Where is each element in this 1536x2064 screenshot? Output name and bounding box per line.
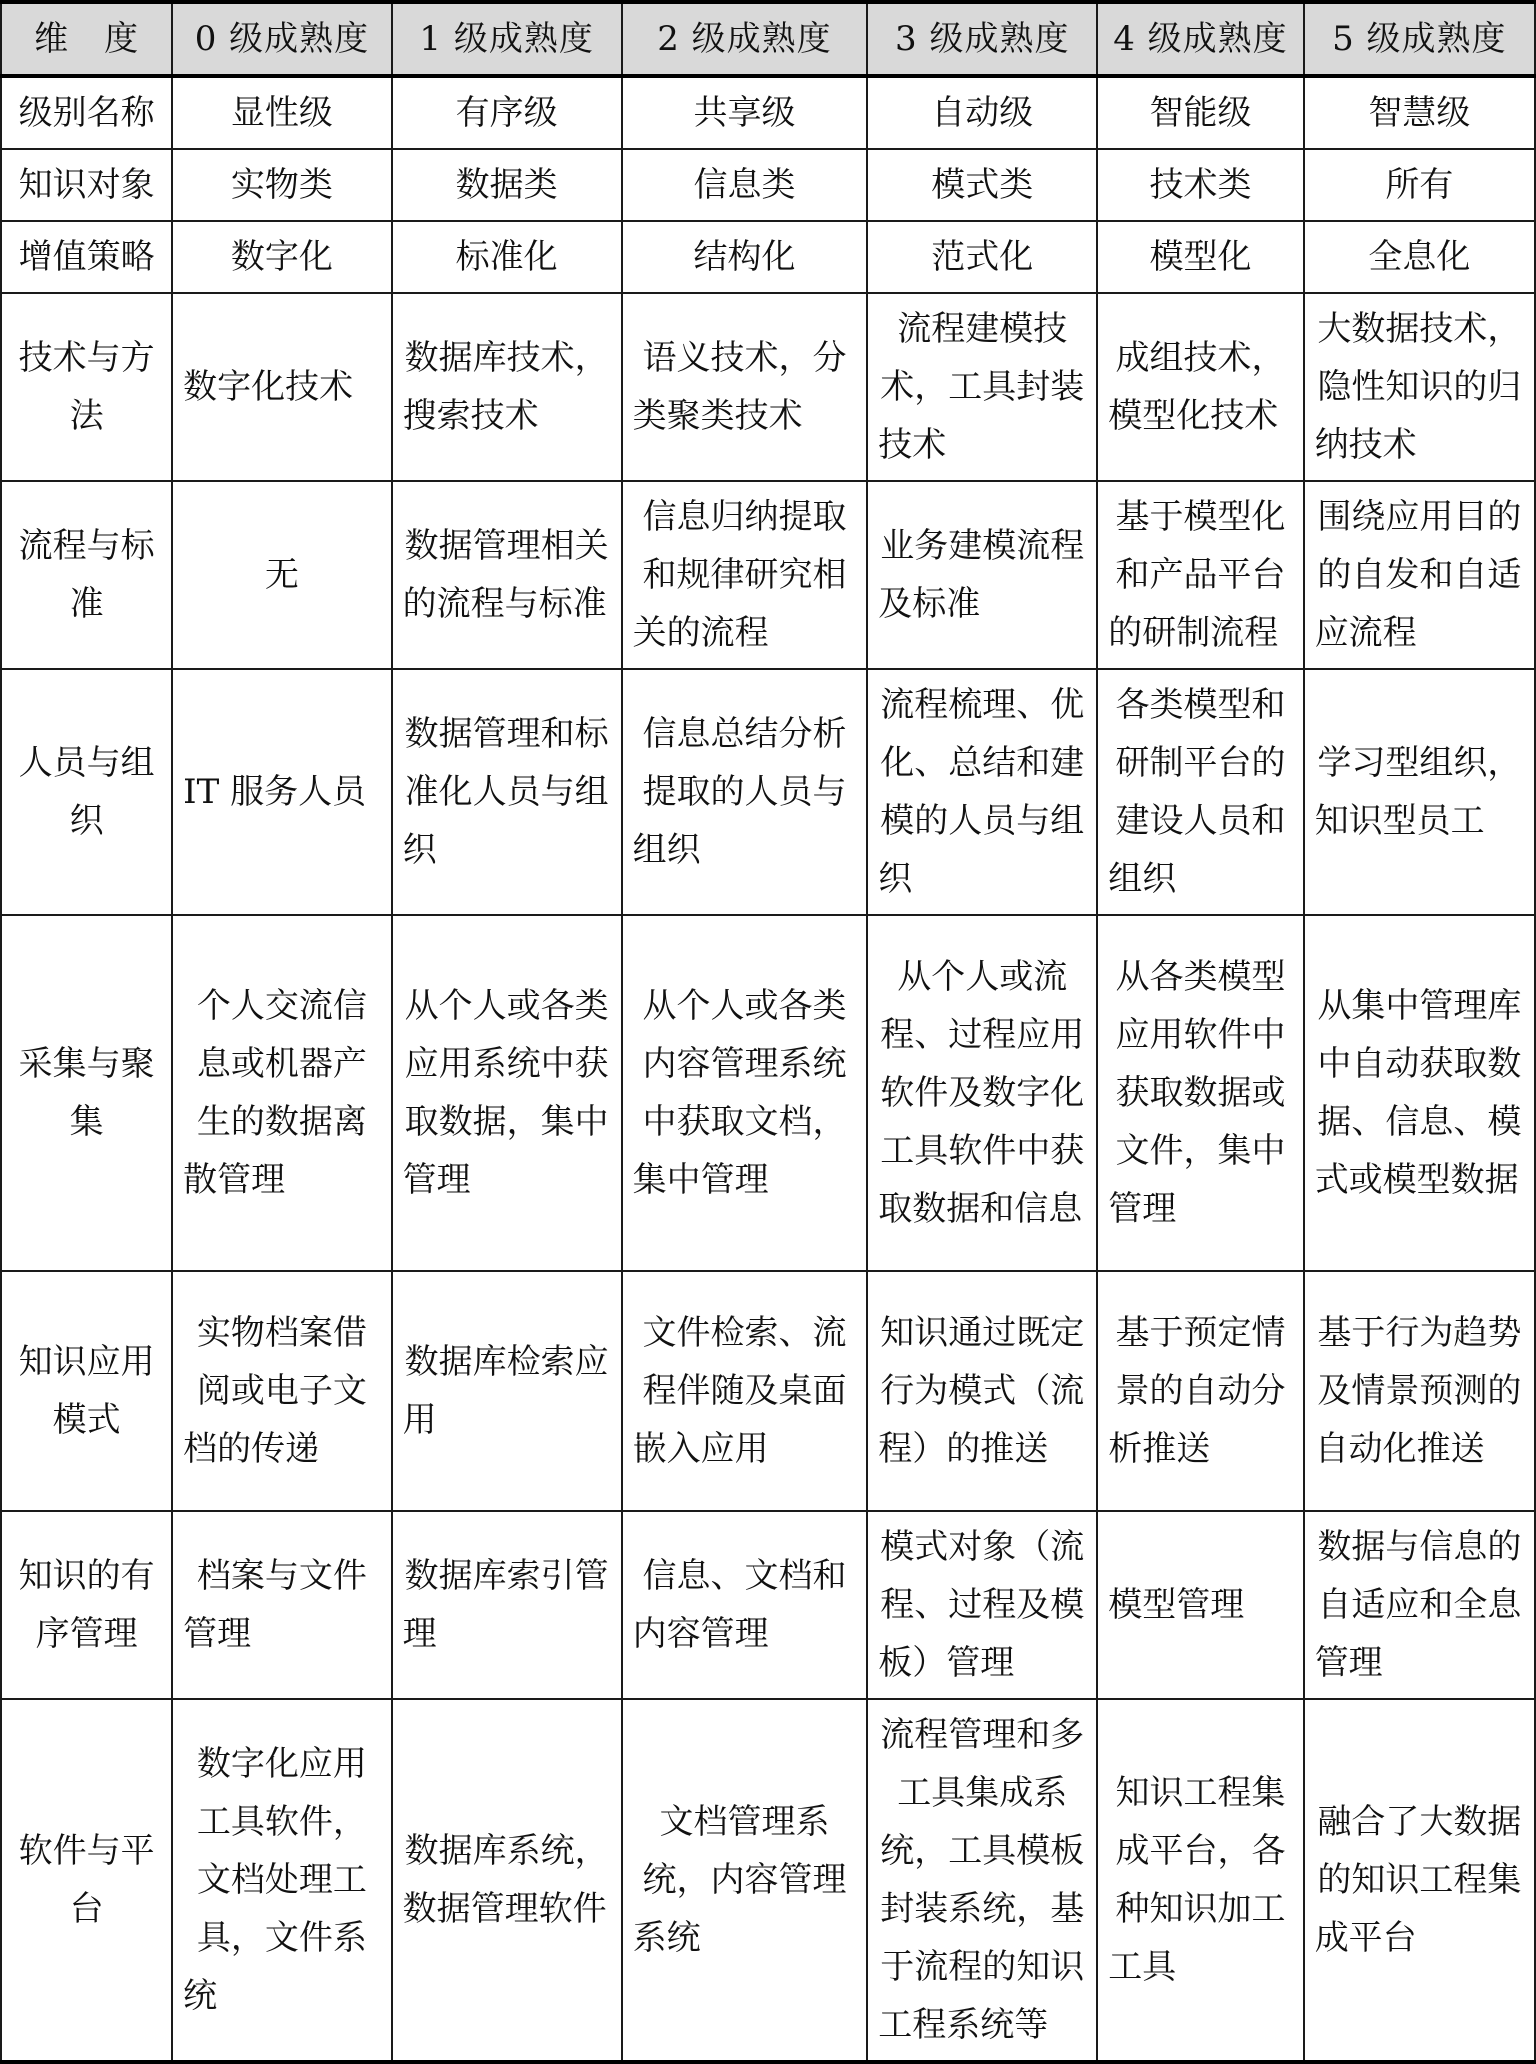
table-cell: 智慧级 <box>1304 76 1535 149</box>
table-row <box>1 915 1535 1271</box>
table-cell: 全息化 <box>1304 221 1535 293</box>
table-cell: 基于模型化和产品平台的研制流程 <box>1097 481 1303 669</box>
header-cell-dimension: 维 度 <box>1 2 172 76</box>
table-row <box>1 76 1535 149</box>
table-cell: 知识工程集成平台，各种知识加工工具 <box>1097 1699 1303 2062</box>
row-label-value-strategy: 增值策略 <box>1 221 172 293</box>
table-row <box>1 1511 1535 1699</box>
table-cell: 实物档案借阅或电子文档的传递 <box>172 1271 392 1511</box>
table-cell: 成组技术，模型化技术 <box>1097 293 1303 481</box>
table-cell: 模式类 <box>867 149 1097 221</box>
header-cell-level-4: 4 级成熟度 <box>1097 2 1303 76</box>
table-cell: 数据库系统，数据管理软件 <box>392 1699 622 2062</box>
row-label-application-mode: 知识应用模式 <box>1 1271 172 1511</box>
row-label-tech-method: 技术与方法 <box>1 293 172 481</box>
header-cell-level-0: 0 级成熟度 <box>172 2 392 76</box>
table-cell: 结构化 <box>622 221 868 293</box>
table-cell: 数字化应用工具软件，文档处理工具，文件系统 <box>172 1699 392 2062</box>
table-cell: IT 服务人员 <box>172 669 392 915</box>
table-cell: 数据库技术，搜索技术 <box>392 293 622 481</box>
table-cell: 技术类 <box>1097 149 1303 221</box>
table-cell: 数据类 <box>392 149 622 221</box>
table-cell: 从个人或各类应用系统中获取数据，集中管理 <box>392 915 622 1271</box>
table-cell: 数据库检索应用 <box>392 1271 622 1511</box>
table-cell: 基于预定情景的自动分析推送 <box>1097 1271 1303 1511</box>
table-cell: 智能级 <box>1097 76 1303 149</box>
table-cell: 语义技术，分类聚类技术 <box>622 293 868 481</box>
table-row <box>1 669 1535 915</box>
table-cell: 标准化 <box>392 221 622 293</box>
row-label-people-org: 人员与组织 <box>1 669 172 915</box>
table-cell: 信息总结分析提取的人员与组织 <box>622 669 868 915</box>
table-cell: 从个人或流程、过程应用软件及数字化工具软件中获取数据和信息 <box>867 915 1097 1271</box>
table-row <box>1 1271 1535 1511</box>
row-label-collection: 采集与聚集 <box>1 915 172 1271</box>
table-cell: 范式化 <box>867 221 1097 293</box>
table-cell: 实物类 <box>172 149 392 221</box>
table-cell: 从集中管理库中自动获取数据、信息、模式或模型数据 <box>1304 915 1535 1271</box>
table-cell: 业务建模流程及标准 <box>867 481 1097 669</box>
row-label-ordered-management: 知识的有序管理 <box>1 1511 172 1699</box>
table-cell: 知识通过既定行为模式（流程）的推送 <box>867 1271 1097 1511</box>
row-label-software-platform: 软件与平台 <box>1 1699 172 2062</box>
table-cell: 数据管理和标准化人员与组织 <box>392 669 622 915</box>
table-cell: 大数据技术，隐性知识的归纳技术 <box>1304 293 1535 481</box>
table-cell: 有序级 <box>392 76 622 149</box>
table-cell: 所有 <box>1304 149 1535 221</box>
table-cell: 共享级 <box>622 76 868 149</box>
table-row <box>1 481 1535 669</box>
table-cell: 数据与信息的自适应和全息管理 <box>1304 1511 1535 1699</box>
table-row <box>1 293 1535 481</box>
table-cell: 文件检索、流程伴随及桌面嵌入应用 <box>622 1271 868 1511</box>
table-cell: 档案与文件管理 <box>172 1511 392 1699</box>
table-cell: 基于行为趋势及情景预测的自动化推送 <box>1304 1271 1535 1511</box>
row-label-process-standard: 流程与标准 <box>1 481 172 669</box>
table-cell: 围绕应用目的的自发和自适应流程 <box>1304 481 1535 669</box>
table-cell: 数据管理相关的流程与标准 <box>392 481 622 669</box>
table-cell: 流程管理和多工具集成系统，工具模板封装系统，基于流程的知识工程系统等 <box>867 1699 1097 2062</box>
table-cell: 融合了大数据的知识工程集成平台 <box>1304 1699 1535 2062</box>
header-cell-level-5: 5 级成熟度 <box>1304 2 1535 76</box>
table-cell: 显性级 <box>172 76 392 149</box>
row-label-level-name: 级别名称 <box>1 76 172 149</box>
table-cell: 流程建模技术，工具封装技术 <box>867 293 1097 481</box>
table-cell: 信息、文档和内容管理 <box>622 1511 868 1699</box>
header-cell-level-3: 3 级成熟度 <box>867 2 1097 76</box>
header-cell-level-1: 1 级成熟度 <box>392 2 622 76</box>
table-row <box>1 1699 1535 2062</box>
table-cell: 各类模型和研制平台的建设人员和组织 <box>1097 669 1303 915</box>
header-row <box>1 2 1535 76</box>
table-cell: 流程梳理、优化、总结和建模的人员与组织 <box>867 669 1097 915</box>
table-cell: 数据库索引管理 <box>392 1511 622 1699</box>
table-cell: 信息类 <box>622 149 868 221</box>
table-cell: 信息归纳提取和规律研究相关的流程 <box>622 481 868 669</box>
row-label-knowledge-object: 知识对象 <box>1 149 172 221</box>
table-cell: 文档管理系统，内容管理系统 <box>622 1699 868 2062</box>
table-cell: 从各类模型应用软件中获取数据或文件，集中管理 <box>1097 915 1303 1271</box>
table-cell: 数字化技术 <box>172 293 392 481</box>
table-cell: 自动级 <box>867 76 1097 149</box>
table-cell: 个人交流信息或机器产生的数据离散管理 <box>172 915 392 1271</box>
header-cell-level-2: 2 级成熟度 <box>622 2 868 76</box>
table-row <box>1 221 1535 293</box>
table-cell: 从个人或各类内容管理系统中获取文档，集中管理 <box>622 915 868 1271</box>
table-cell: 模型化 <box>1097 221 1303 293</box>
table-cell: 模型管理 <box>1097 1511 1303 1699</box>
table-cell: 无 <box>172 481 392 669</box>
table-cell: 模式对象（流程、过程及模板）管理 <box>867 1511 1097 1699</box>
table-row <box>1 149 1535 221</box>
table-cell: 数字化 <box>172 221 392 293</box>
table-cell: 学习型组织，知识型员工 <box>1304 669 1535 915</box>
